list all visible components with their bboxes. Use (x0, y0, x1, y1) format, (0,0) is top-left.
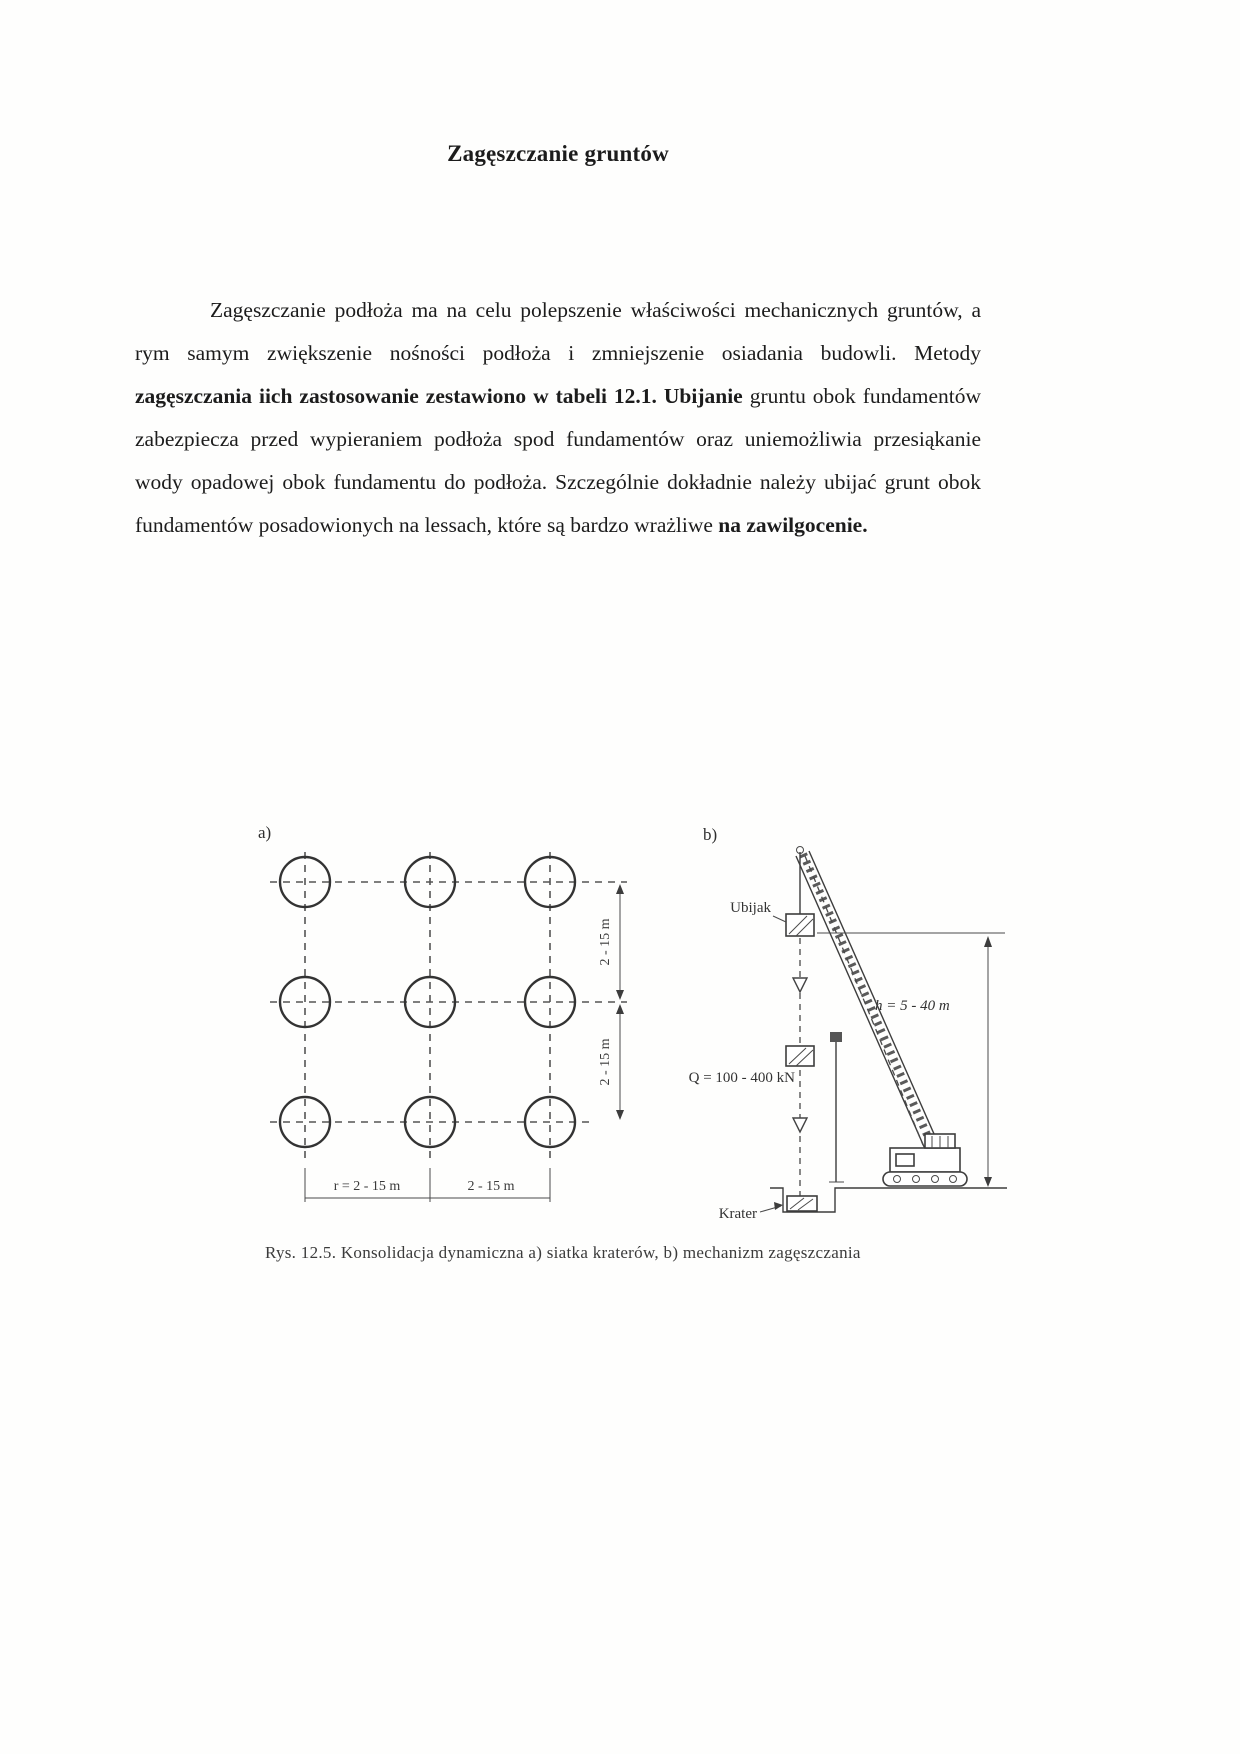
panel-b-crane-mechanism (689, 825, 1007, 1222)
rammer-top (730, 852, 814, 936)
crane-machine (883, 1134, 967, 1186)
figure-drawing (235, 810, 1015, 1280)
ground-and-crater (719, 1188, 1007, 1222)
height-label: h = 5 - 40 m (875, 998, 950, 1014)
arrowhead-down-icon (616, 1110, 624, 1120)
arrowhead-down-icon (984, 1177, 992, 1187)
machine-detail (896, 1154, 914, 1166)
arrowhead-down-icon (616, 990, 624, 1000)
figure-caption: Rys. 12.5. Konsolidacja dynamiczna a) siatka kraterów, b) mechanizm zagęszczania (265, 1243, 861, 1262)
arrowhead-up-icon (984, 936, 992, 947)
body-paragraph (135, 289, 981, 547)
paragraph-segment-bold: zagęszczania iich zastosowanie zestawiono w tabeli 12.1. Ubijanie (135, 384, 750, 408)
leader-arrow-icon (774, 1202, 783, 1210)
dimension-label: 2 - 15 m (598, 918, 613, 966)
arrowhead-up-icon (616, 1004, 624, 1014)
crater-label: Krater (718, 1206, 757, 1222)
figure-12-5 (235, 810, 1015, 1280)
dimension-column-spacing (305, 1168, 550, 1202)
guide-block (830, 1032, 842, 1042)
rammer-label: Ubijak (730, 900, 771, 916)
page-title: Zagęszczanie gruntów (447, 141, 669, 166)
dimension-row-spacing-1 (598, 884, 624, 1000)
panel-a-label: a) (258, 823, 272, 842)
dimension-label: 2 - 15 m (467, 1179, 515, 1194)
label-leader-line (773, 916, 786, 922)
dimension-row-spacing-2 (598, 1004, 624, 1120)
crawler-track (883, 1172, 967, 1186)
falling-path (689, 938, 814, 1202)
dimension-label: r = 2 - 15 m (333, 1179, 401, 1194)
paragraph-segment: gruntu obok fundamentów zabezpiecza przed wypieraniem podłoża spod fundamentów oraz uniemożliwia przesiąkanie wody opadowej obok fundamentu do podłoża. Szczególnie dokładnie należy ubijać grunt obok fundamentów posadowionych na lessach, które są bardzo wrażliwe (135, 384, 981, 537)
paragraph-segment-bold: na zawilgocenie. (718, 513, 868, 537)
load-label: Q = 100 - 400 kN (688, 1070, 795, 1086)
fall-arrow-icon (793, 1118, 807, 1132)
paragraph-segment: Zagęszczanie podłoża ma na celu polepszenie właściwości mechanicznych gruntów, a rym samym zwiększenie nośności podłoża i zmniejszenie osiadania budowli. Metody (135, 298, 981, 365)
fall-arrow-icon (793, 978, 807, 992)
arrowhead-up-icon (616, 884, 624, 894)
panel-b-label: b) (703, 825, 718, 844)
crater-weight (787, 1196, 817, 1211)
guide-mast (829, 1032, 844, 1182)
dimension-label: 2 - 15 m (598, 1038, 613, 1086)
panel-a-crater-grid (258, 823, 627, 1202)
